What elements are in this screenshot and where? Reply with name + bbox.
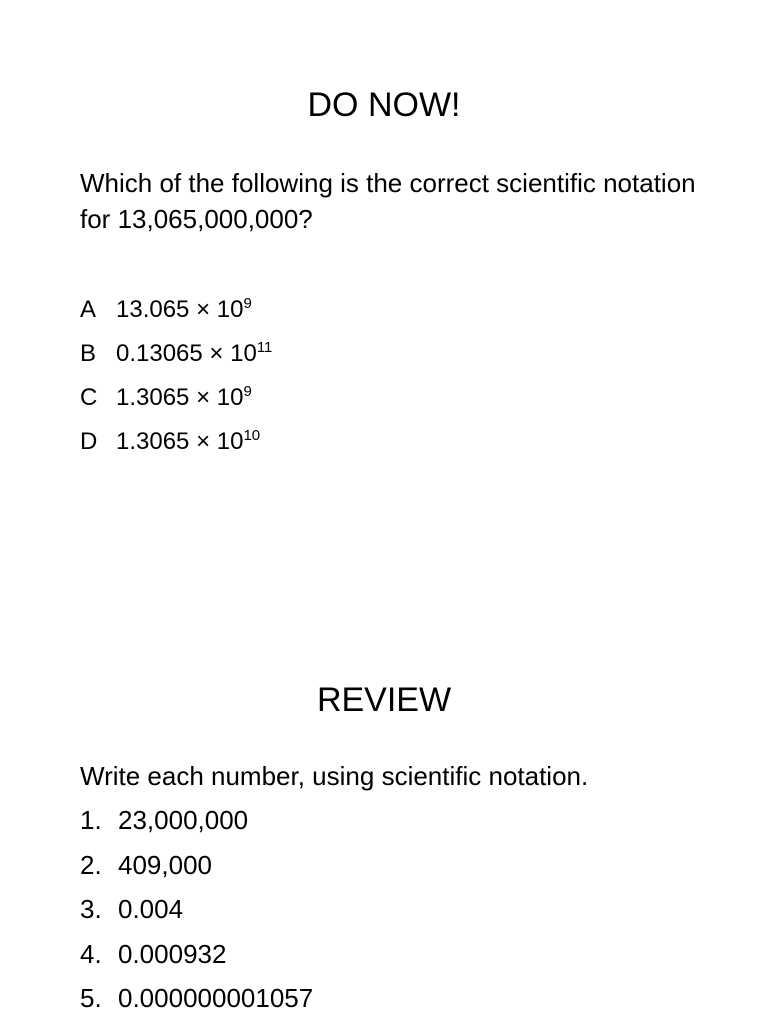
question-text: Which of the following is the correct scientific notation for 13,065,000,000?	[80, 168, 696, 234]
option-mantissa: 0.13065 × 10	[116, 340, 257, 367]
list-item	[80, 932, 313, 977]
option-mantissa: 1.3065 × 10	[116, 428, 244, 455]
option-value	[116, 332, 272, 376]
item-number: 1.	[80, 805, 102, 835]
review-slide	[0, 512, 768, 1024]
option-letter: C	[80, 384, 98, 411]
option-exponent: 11	[256, 339, 273, 356]
option-value	[116, 288, 252, 332]
option-letter: B	[80, 340, 97, 367]
option-exponent: 10	[243, 427, 261, 444]
option-letter: A	[80, 296, 97, 323]
option-exponent: 9	[243, 295, 252, 312]
option-c	[80, 376, 272, 420]
item-value: 0.000000001057	[118, 983, 314, 1013]
item-value: 409,000	[118, 849, 212, 880]
item-number: 4.	[80, 938, 102, 969]
answer-options	[80, 288, 272, 464]
option-a	[80, 288, 272, 332]
item-number: 5.	[80, 983, 102, 1013]
option-value	[116, 376, 252, 420]
review-instruction: Write each number, using scientific notation.	[80, 761, 589, 791]
item-value: 0.004	[118, 894, 184, 924]
option-mantissa: 1.3065 × 10	[116, 384, 244, 411]
option-exponent: 9	[243, 383, 252, 400]
do-now-title: DO NOW!	[307, 86, 461, 124]
option-d	[80, 420, 272, 464]
option-b	[80, 332, 272, 376]
option-letter: D	[80, 428, 98, 455]
list-item	[80, 976, 313, 1021]
list-item	[80, 798, 313, 843]
item-value: 0.000932	[118, 938, 227, 969]
list-item	[80, 887, 313, 932]
review-items	[80, 798, 313, 1021]
item-number: 2.	[80, 849, 102, 880]
item-number: 3.	[80, 894, 102, 924]
list-item	[80, 843, 313, 888]
item-value: 23,000,000	[118, 805, 249, 835]
review-title: REVIEW	[316, 681, 452, 719]
option-value	[116, 420, 260, 464]
option-mantissa: 13.065 × 10	[116, 296, 244, 323]
